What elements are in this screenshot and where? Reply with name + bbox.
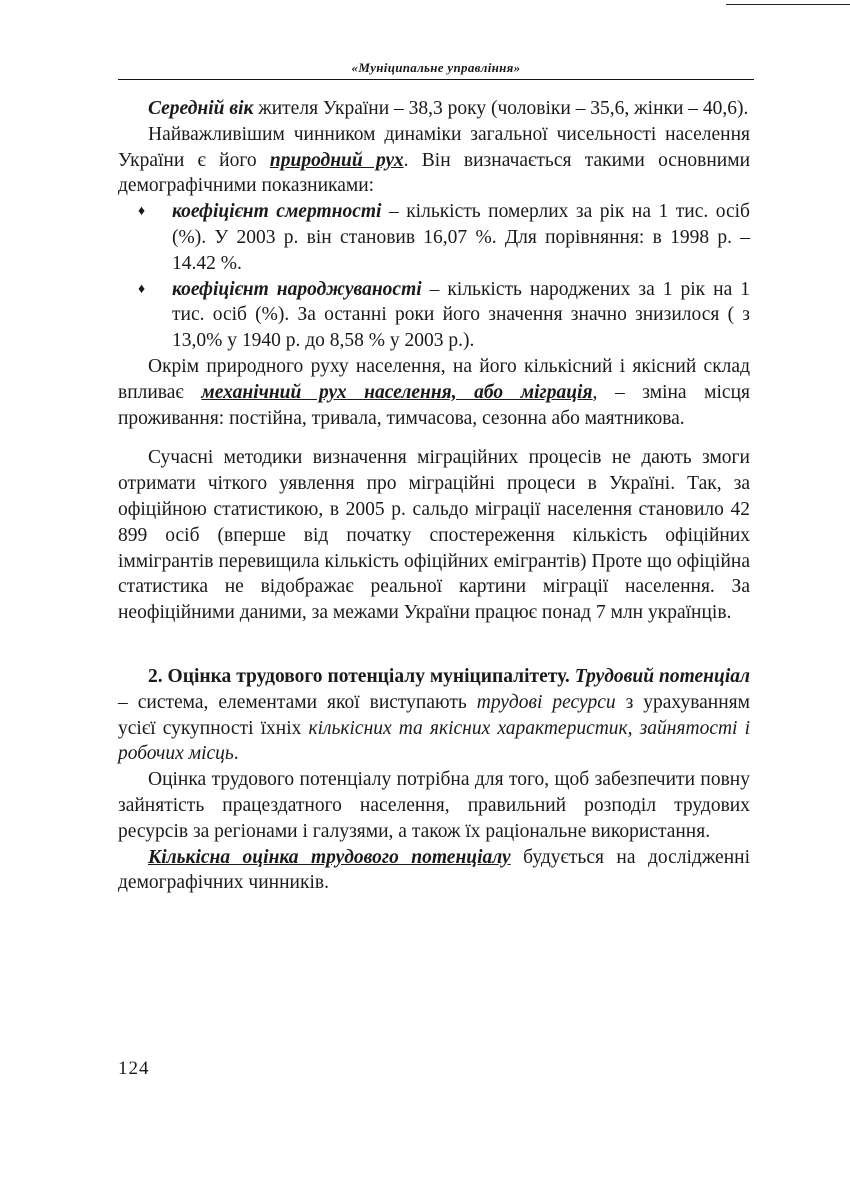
term-labour-potential: Трудовий потенціал xyxy=(574,665,750,687)
list-item-text: – кількість народжених за 1 рік на 1 тис. осіб (%). За останні роки його значення значно знизилося ( з 13,0% у 1940 р. до 8,58 % у 2003 р.). xyxy=(172,278,750,352)
term-natural-movement: природний рух xyxy=(269,149,404,171)
spacer xyxy=(118,431,750,445)
term-migration: механічний рух населення, або міграція xyxy=(201,381,593,403)
paragraph-migration-statistics: Сучасні методики визначення міграційних процесів не дають змоги отримати чіткого уявлення про міграційні процеси в Україні. Так, за офіційною статистикою, в 2005 р. сальдо міграції населення становило 42 899 осіб (вперше від початку спостереження кількість офіційних іммігрантів перевищила кількість офіційних емігрантів) Проте що офіційна статистика не відображає реальної картини міграції населення. За неофіційними даними, за межами України працює понад 7 млн українців. xyxy=(118,447,750,624)
term-quantitative-assessment: Кількісна оцінка трудового потенціалу xyxy=(148,846,511,868)
page-number: 124 xyxy=(118,1058,150,1079)
term-average-age: Середній вік xyxy=(148,98,254,119)
running-header: «Муніципальне управління» xyxy=(351,60,521,75)
paragraph-text: . Він визначається такими основними демографічними показниками: xyxy=(118,149,751,197)
list-item-birth-rate xyxy=(138,277,750,354)
term-mortality: коефіцієнт смертності xyxy=(172,201,382,223)
paragraph-text: Найважливішим чинником динаміки загальної чисельності населення України є його xyxy=(118,123,750,171)
term-birth-rate: коефіцієнт народжуваності xyxy=(172,278,422,300)
list-item-mortality xyxy=(138,199,750,276)
list-item-text: – кількість померлих за рік на 1 тис. осіб (%). У 2003 р. він становив 16,07 %. Для порівняння: в 1998 р. – 14.42 %. xyxy=(172,201,750,274)
paragraph-quantitative-assessment xyxy=(118,845,750,897)
paragraph-text: , – зміна місця проживання: постійна, тривала, тимчасова, сезонна або маятникова. xyxy=(118,381,750,429)
paragraph-assessment-purpose: Оцінка трудового потенціалу потрібна для того, щоб забезпечити повну зайнятість працездатного населення, правильний розподіл трудових ресурсів за регіонами і галузями, а також їх раціональне використання. xyxy=(118,769,750,842)
paragraph-migration xyxy=(118,354,750,431)
paragraph-labour-potential xyxy=(118,664,750,767)
paragraph-natural-movement xyxy=(118,122,750,199)
paragraph-average-age xyxy=(118,96,750,122)
section-heading: 2. Оцінка трудового потенціалу муніципалітету. xyxy=(148,665,570,687)
header-rule xyxy=(118,79,754,80)
term-labour-resources: трудові ресурси xyxy=(476,691,616,713)
spacer xyxy=(118,626,750,664)
paragraph-text: з урахуванням усієї сукупності їхніх xyxy=(118,691,750,739)
term-characteristics: кількісних та якісних характеристик, зайнятості і робочих місць xyxy=(118,717,750,765)
paragraph-text: жителя України – 38,3 року (чоловіки – 35,6, жінки – 40,6). xyxy=(253,98,749,119)
page-body xyxy=(118,96,750,896)
paragraph-text: . xyxy=(233,743,239,765)
paragraph-text: будується на дослідженні демографічних чинників. xyxy=(118,846,750,894)
indicator-list xyxy=(118,199,750,354)
paragraph-text: Окрім природного руху населення, на його кількісний і якісний склад впливає xyxy=(118,355,750,403)
paragraph-text: – система, елементами якої виступають xyxy=(118,691,477,713)
diamond-bullet-icon: ♦ xyxy=(138,281,146,297)
top-corner-rule xyxy=(726,4,850,5)
diamond-bullet-icon: ♦ xyxy=(138,204,146,220)
